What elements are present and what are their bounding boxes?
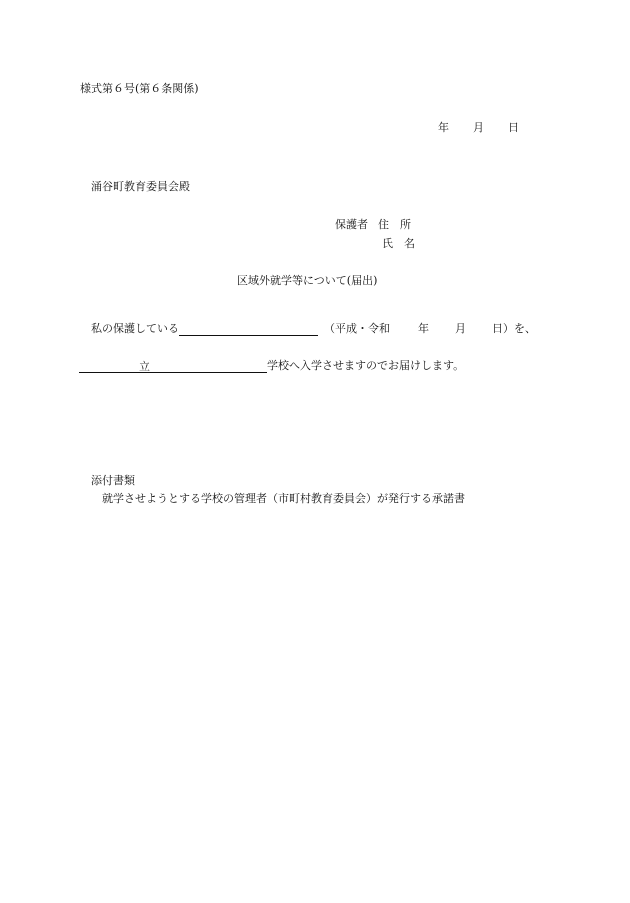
date-day-label: 日 [508, 121, 519, 134]
body-line2-suffix: 学校へ入学させますのでお届けします。 [267, 359, 465, 372]
birth-day-label: 日）を、 [492, 322, 536, 335]
era-label: （平成・令和 [324, 322, 390, 335]
child-name-blank[interactable] [179, 323, 318, 336]
ritsu-label: 立 [139, 360, 150, 373]
address-label: 住 所 [378, 218, 411, 231]
name-label: 氏 名 [382, 237, 415, 250]
guardian-name-line [382, 237, 415, 251]
body-line-1 [91, 322, 536, 336]
document-title: 区域外就学等について(届出) [237, 274, 378, 287]
body-line1-prefix: 私の保護している [91, 322, 179, 335]
attachments-heading: 添付書類 [91, 474, 135, 487]
guardian-address-line [335, 218, 411, 232]
date-month-label: 月 [473, 121, 484, 134]
body-line-2 [79, 359, 464, 373]
guardian-role-label: 保護者 [335, 218, 368, 231]
date-line [438, 121, 519, 135]
birth-year-label: 年 [418, 322, 429, 335]
birth-month-label: 月 [455, 322, 466, 335]
form-number: 様式第６号(第６条関係) [80, 82, 199, 95]
date-year-label: 年 [438, 121, 449, 134]
addressee: 涌谷町教育委員会殿 [91, 180, 190, 193]
municipality-blank[interactable] [79, 360, 139, 373]
school-name-blank[interactable] [149, 360, 267, 373]
attachments-item: 就学させようとする学校の管理者（市町村教育委員会）が発行する承諾書 [102, 492, 465, 505]
